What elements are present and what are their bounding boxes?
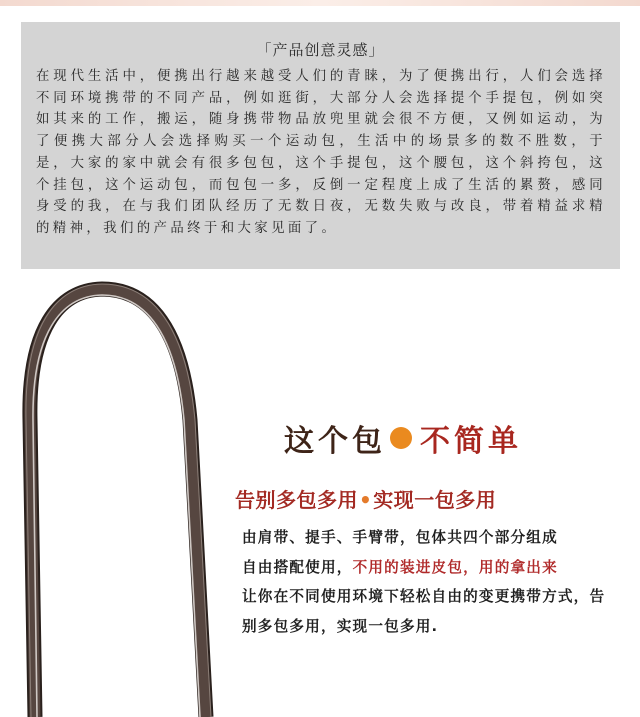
inspiration-title: 「产品创意灵感」: [256, 41, 385, 59]
feature-description: [242, 523, 612, 641]
subheadline: [235, 484, 496, 513]
description-line3: 让你在不同使用环境下轻松自由的变更携带方式，告别多包多用，实现一包多用.: [242, 588, 606, 635]
top-decorative-strip: [0, 0, 640, 6]
headline-part2: 不简单: [420, 424, 522, 459]
subheadline-part1: 告别多包多用: [235, 488, 358, 512]
headline-part1: 这个包: [284, 424, 386, 459]
description-line2-start: 自由搭配使用，: [242, 558, 353, 576]
description-highlight: 不用的装进皮包，用的拿出来: [352, 558, 558, 576]
product-inspiration-panel: [21, 22, 620, 269]
inspiration-body: 在现代生活中，便携出行越来越受人们的青睐，为了便携出行，人们会选择不同环境携带的不同产品，例如逛街，大部分人会选择提个手提包，例如突如其来的工作，搬运，随身携带物品放兜里就会很不方便，又例如运动，为了便携大部分人会选择购买一个运动包，生活中的场景多的数不胜数，于是，大家的家中就会有很多包包，这个手提包，这个腰包，这个斜挎包，这个挂包，这个运动包，而包包一多，反倒一定程度上成了生活的累赘，感同身受的我，在与我们团队经历了无数日夜，无数失败与改良，带着精益求精的精神，我们的产品终于和大家见面了。: [36, 69, 606, 236]
description-line1: 由肩带、提手、手臂带，包体共四个部分组成: [242, 529, 558, 546]
subheadline-part2: 实现一包多用: [373, 488, 497, 512]
orange-dot-icon: [390, 427, 412, 449]
subheadline-separator: •: [359, 488, 373, 512]
headline: [284, 418, 522, 458]
